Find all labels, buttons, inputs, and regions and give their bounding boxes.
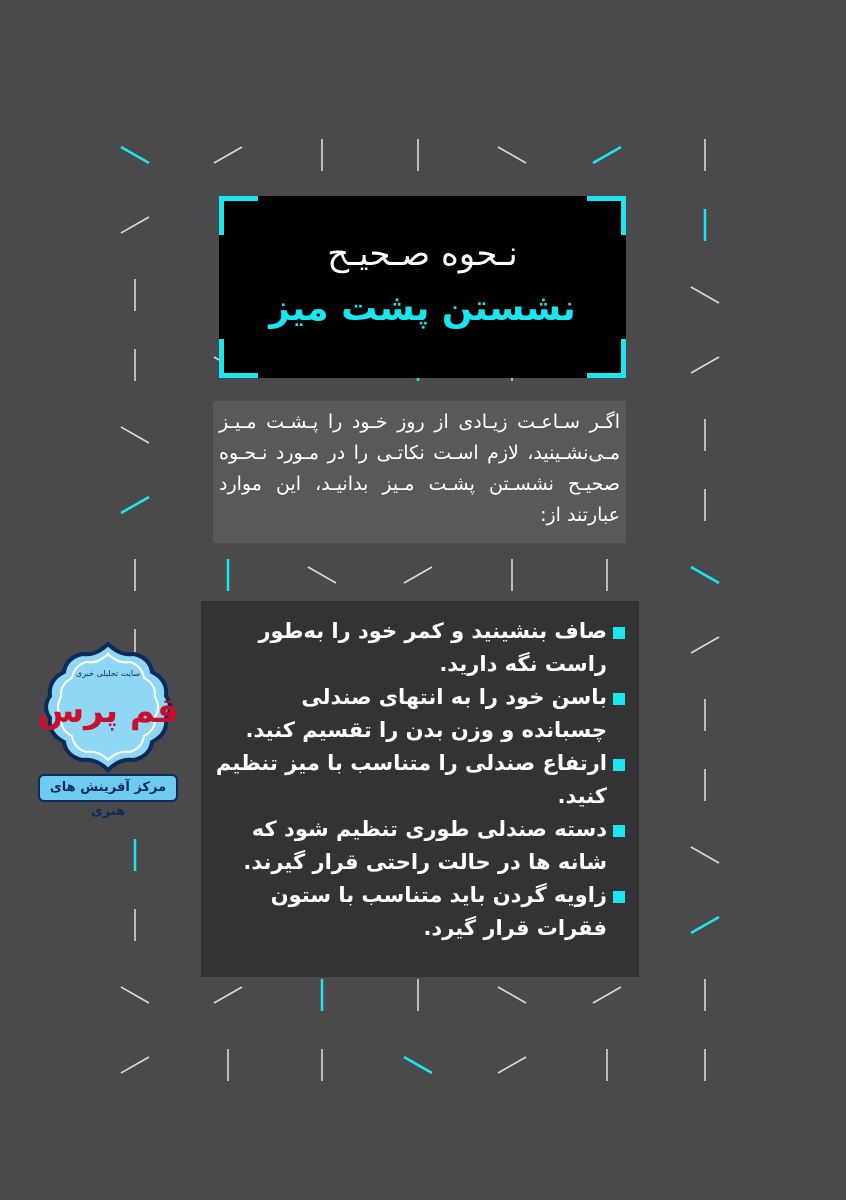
frame-corner [587,339,626,378]
pattern-dash [593,147,621,163]
bullet-icon [613,891,625,903]
intro-text: اگـر سـاعـت زیـادی از روز خـود را پـشـت مـیـز مـی‌نشـینید، لازم اسـت نکاتـی را در مـورد نـحـوه صحیـح نشسـتن پشـت مـیز بدانیـد، این موارد عبارتند از: [219,411,620,526]
pattern-dash [121,1057,149,1073]
logo-emblem [38,640,178,774]
title-line-2: نشستن پشت میز [269,288,576,329]
pattern-dash [404,1057,432,1073]
pattern-dash [308,567,336,583]
pattern-dash [691,567,719,583]
pattern-dash [121,497,149,513]
logo-caption: مرکز آفرینش های هنری [38,774,178,802]
list-item: دسته صندلی طوری تنظیم شود که شانه ها در حالت راحتی قرار گیرند. [211,813,625,879]
logo-text: قم پرس [38,691,178,731]
logo-tagline: سایت تحلیلی خبری [75,669,141,678]
list-item: زاویه گردن باید متناسب با ستون فقرات قرار گیرد. [211,879,625,945]
pattern-dash [691,637,719,653]
pattern-dash [498,987,526,1003]
pattern-dash [121,987,149,1003]
pattern-dash [121,147,149,163]
frame-corner [587,196,626,235]
frame-corner [219,196,258,235]
pattern-dash [214,987,242,1003]
bullet-icon [613,759,625,771]
list-item: صاف بنشینید و کمر خود را به‌طور راست نگه دارید. [211,615,625,681]
tips-list [201,601,639,977]
pattern-dash [121,427,149,443]
bullet-icon [613,693,625,705]
bullet-icon [613,825,625,837]
intro-box [213,401,626,543]
pattern-dash [498,147,526,163]
pattern-dash [593,987,621,1003]
list-item: باسن خود را به انتهای صندلی چسبانده و وزن بدن را تقسیم کنید. [211,681,625,747]
frame-corner [219,339,258,378]
pattern-dash [121,217,149,233]
pattern-dash [404,567,432,583]
title-card [219,196,626,378]
pattern-dash [214,147,242,163]
pattern-dash [498,1057,526,1073]
pattern-dash [691,357,719,373]
pattern-dash [691,287,719,303]
title-line-1: نـحوه صـحیـح [327,234,518,274]
pattern-dash [691,917,719,933]
logo [38,640,178,819]
pattern-dash [691,847,719,863]
bullet-icon [613,627,625,639]
list-item: ارتفاع صندلی را متناسب با میز تنظیم کنید. [211,747,625,813]
